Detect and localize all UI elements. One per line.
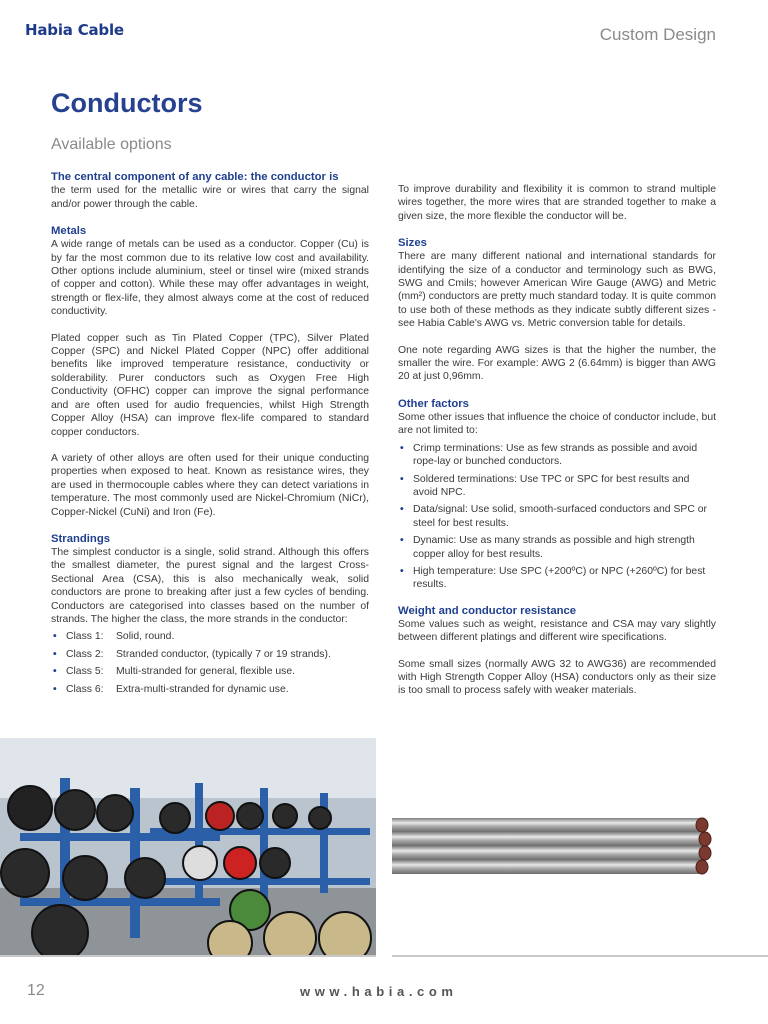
list-item bbox=[51, 630, 369, 643]
intro-lead: The central component of any cable: the conductor is bbox=[51, 171, 339, 183]
page-title: Conductors bbox=[51, 88, 203, 118]
class-desc: Solid, round. bbox=[116, 631, 175, 643]
conductor-rods-photo bbox=[392, 815, 712, 881]
conductor-rods-illustration bbox=[392, 815, 712, 881]
weight-paragraph-2: Some small sizes (normally AWG 32 to AWG36) are recommended with High Strength Copper Alloy (HSA) conductors only as their size is too small to process safely with weaker materials. bbox=[398, 658, 716, 697]
strandings-paragraph: The simplest conductor is a single, solid strand. Although this offers the smallest diameter, the purest signal and the largest Cross-Sectional Area (CSA), this is also mechanically weak, solid conductors are prone to breaking after just a few cycles of bending. Conductors are categorised into classes based on the number of strands. The higher the class, the more strands in the conductor: bbox=[51, 546, 369, 625]
class-desc: Stranded conductor, (typically 7 or 19 strands). bbox=[116, 648, 331, 660]
class-label: Class 2: bbox=[66, 648, 104, 660]
intro-rest: the term used for the metallic wire or wires that carry the signal and/or power through the cable. bbox=[51, 185, 369, 210]
sizes-heading: Sizes bbox=[398, 237, 427, 250]
weight-heading: Weight and conductor resistance bbox=[398, 604, 577, 617]
other-factors-heading: Other factors bbox=[398, 397, 469, 410]
class-label: Class 1: bbox=[66, 631, 104, 643]
list-item: • Data/signal: Use solid, smooth-surfaced conductors and SPC or steel for best results. bbox=[398, 503, 716, 530]
list-item bbox=[51, 665, 369, 678]
sizes-paragraph-1: There are many different national and international standards for identifying the size of a conductor and terminology such as BWG, SWG and Cmils; however American Wire Gauge (AWG) and Metric (mm²) conductors are pretty much standard today. It is quite common to use both of these methods as they indicate subtly different sizes - see Habia Cable's AWG vs. Metric conversion table for details. bbox=[398, 251, 716, 330]
list-item bbox=[51, 648, 369, 661]
list-item: • Dynamic: Use as many strands as possible and high strength copper alloy for best results. bbox=[398, 534, 716, 561]
metals-heading: Metals bbox=[51, 225, 87, 238]
cable-reels-photo bbox=[0, 738, 376, 956]
sizes-paragraph-2: One note regarding AWG sizes is that the higher the number, the smaller the wire. For example: AWG 2 (6.64mm) is bigger than AWG 20 at just 0,96mm. bbox=[398, 344, 716, 383]
class-label: Class 5: bbox=[66, 666, 104, 678]
footer-divider-right bbox=[392, 955, 768, 957]
list-item: • High temperature: Use SPC (+200ºC) or NPC (+260ºC) for best results. bbox=[398, 565, 716, 592]
class-label: Class 6: bbox=[66, 683, 104, 695]
intro-paragraph bbox=[51, 171, 369, 211]
list-item: • Soldered terminations: Use TPC or SPC for best results and avoid NPC. bbox=[398, 473, 716, 500]
class-desc: Extra-multi-stranded for dynamic use. bbox=[116, 683, 289, 695]
list-item bbox=[51, 683, 369, 696]
page-subtitle: Available options bbox=[51, 136, 172, 153]
metals-paragraph-1: A wide range of metals can be used as a conductor. Copper (Cu) is by far the most common due to its relative low cost and availability. Other options include aluminium, steel or tinsel wire (mixed strands of copper and cotton). While these may offer advantages in weight, strength or flex-life, they almost always come at the cost of reduced conductivity. bbox=[51, 239, 369, 318]
metals-paragraph-2: Plated copper such as Tin Plated Copper (TPC), Silver Plated Copper (SPC) and Nickel Plated Copper (NPC) offer additional benefits like improved temperature resistance, conductivity or solderability. Purer conductors such as Oxygen Free High Conductivity (OFHC) copper can improve the signal performance and are often used for audio frequencies, whilst High Strength Copper Alloy (HSA) can improve flex-life compared to standard copper conductors. bbox=[51, 332, 369, 438]
website-url[interactable]: www.habia.com bbox=[300, 984, 458, 999]
other-factors-paragraph: Some other issues that influence the choice of conductor include, but are not limited to: bbox=[398, 411, 716, 437]
strandings-heading: Strandings bbox=[51, 532, 110, 545]
weight-paragraph-1: Some values such as weight, resistance and CSA may vary slightly between different platings and different wire specifications. bbox=[398, 618, 716, 644]
right-column bbox=[398, 183, 716, 711]
habia-cable-logo: Habia Cable bbox=[25, 21, 124, 39]
page-number: 12 bbox=[27, 982, 45, 999]
stranding-paragraph: To improve durability and flexibility it is common to strand multiple wires together, the more wires that are stranded together to make a given size, the more flexible the conductor will be. bbox=[398, 184, 716, 222]
factors-list bbox=[398, 442, 716, 592]
class-desc: Multi-stranded for general, flexible use. bbox=[116, 666, 296, 678]
section-title: Custom Design bbox=[599, 25, 716, 44]
left-column bbox=[51, 171, 369, 700]
list-item: • Crimp terminations: Use as few strands as possible and avoid rope-lay or bunched conductors. bbox=[398, 442, 716, 469]
metals-paragraph-3: A variety of other alloys are often used for their unique conducting properties when exposed to heat. Known as resistance wires, they are used in thermocouple cables where they can detect variations in temperature. The most commonly used are Nickel-Chromium (NiCr), Copper-Nickel (CuNi) and Iron (Fe). bbox=[51, 452, 369, 518]
cable-reels-illustration bbox=[0, 738, 376, 956]
footer-divider-left bbox=[0, 955, 376, 957]
class-list bbox=[51, 630, 369, 696]
